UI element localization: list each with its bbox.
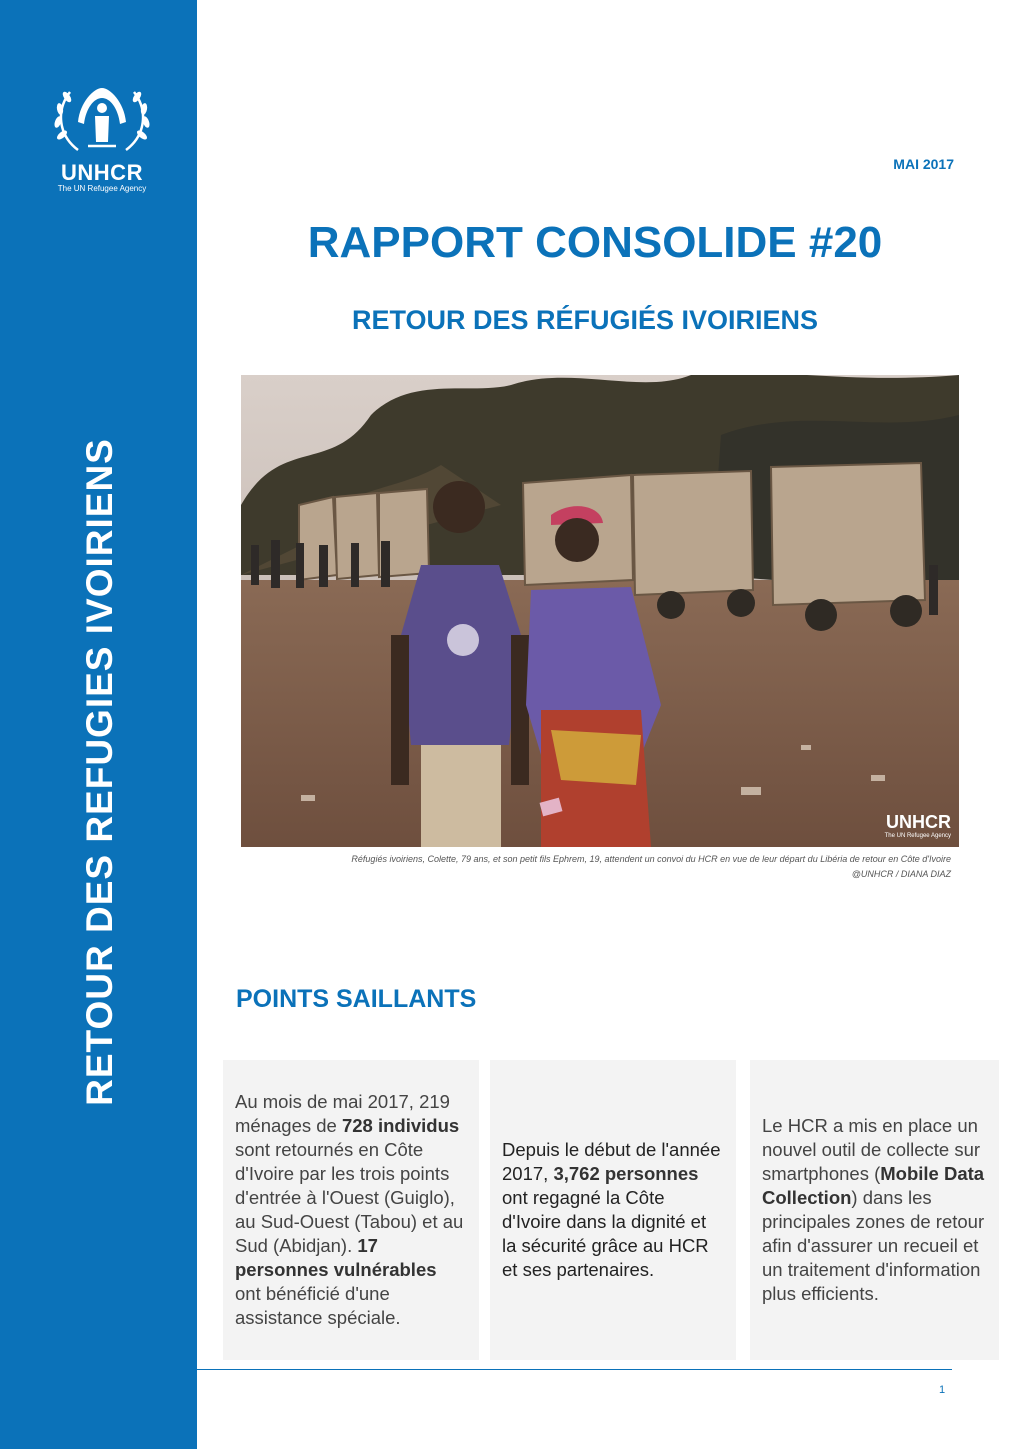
text-segment: ont bénéficié d'une assistance spéciale. — [235, 1283, 401, 1328]
text-segment: Au mois de mai 2017, 219 ménages de — [235, 1091, 450, 1136]
vertical-title: RETOUR DES REFUGIES IVOIRIENS — [79, 438, 120, 1106]
laurel-emblem-icon — [48, 80, 156, 160]
sidebar — [0, 0, 197, 1449]
highlights-title: POINTS SAILLANTS — [236, 985, 477, 1013]
photo-caption — [241, 852, 951, 882]
photo-illustration — [241, 375, 959, 847]
footer-divider — [197, 1369, 952, 1370]
bold-segment: Mobile Data Collection — [762, 1163, 985, 1208]
unhcr-logo — [48, 80, 156, 200]
highlight-box-monthly — [223, 1060, 479, 1360]
logo-tagline: The UN Refugee Agency — [57, 184, 147, 193]
watermark-text: UNHCR — [886, 812, 951, 832]
highlight-text-tool — [762, 1114, 987, 1306]
cover-photo — [241, 375, 959, 847]
text-segment: sont retournés en Côte d'Ivoire par les trois points d'entrée à l'Ouest (Guiglo), au Sud-Ouest (Tabou) et au Sud (Abidjan). — [235, 1139, 464, 1256]
photo-watermark — [885, 812, 951, 839]
page-number: 1 — [939, 1384, 946, 1396]
highlight-box-tool — [750, 1060, 999, 1360]
text-segment: ont regagné la Côte d'Ivoire dans la dignité et la sécurité grâce au HCR et ses partenaires. — [502, 1187, 709, 1280]
caption-text: Réfugiés ivoiriens, Colette, 79 ans, et son petit fils Ephrem, 19, attendent un convoi du HCR en vue de leur départ du Libéria de retour en Côte d'Ivoire — [351, 854, 951, 864]
report-title: RAPPORT CONSOLIDE #20 — [307, 218, 883, 267]
highlight-box-yearly — [490, 1060, 736, 1360]
watermark-sub: The UN Refugee Agency — [884, 833, 951, 839]
bold-segment: 3,762 personnes — [553, 1163, 699, 1184]
text-segment: Le HCR a mis en place un nouvel outil de collecte sur smartphones ( — [762, 1115, 981, 1184]
text-segment: ) dans les principales zones de retour afin d'assurer un recueil et un traitement d'information plus efficients. — [762, 1187, 985, 1304]
photo-credit: @UNHCR / DIANA DIAZ — [851, 869, 951, 879]
logo-wordmark: UNHCR — [61, 160, 143, 185]
bold-segment: 728 individus — [341, 1115, 460, 1136]
highlight-text-monthly — [235, 1090, 467, 1330]
highlight-text-yearly — [502, 1138, 724, 1282]
text-segment: Depuis le début de l'année 2017, — [502, 1139, 721, 1184]
bold-segment: 17 personnes vulnérables — [235, 1235, 437, 1280]
report-subtitle: RETOUR DES RÉFUGIÉS IVOIRIENS — [351, 305, 819, 335]
report-date: MAI 2017 — [893, 156, 954, 172]
